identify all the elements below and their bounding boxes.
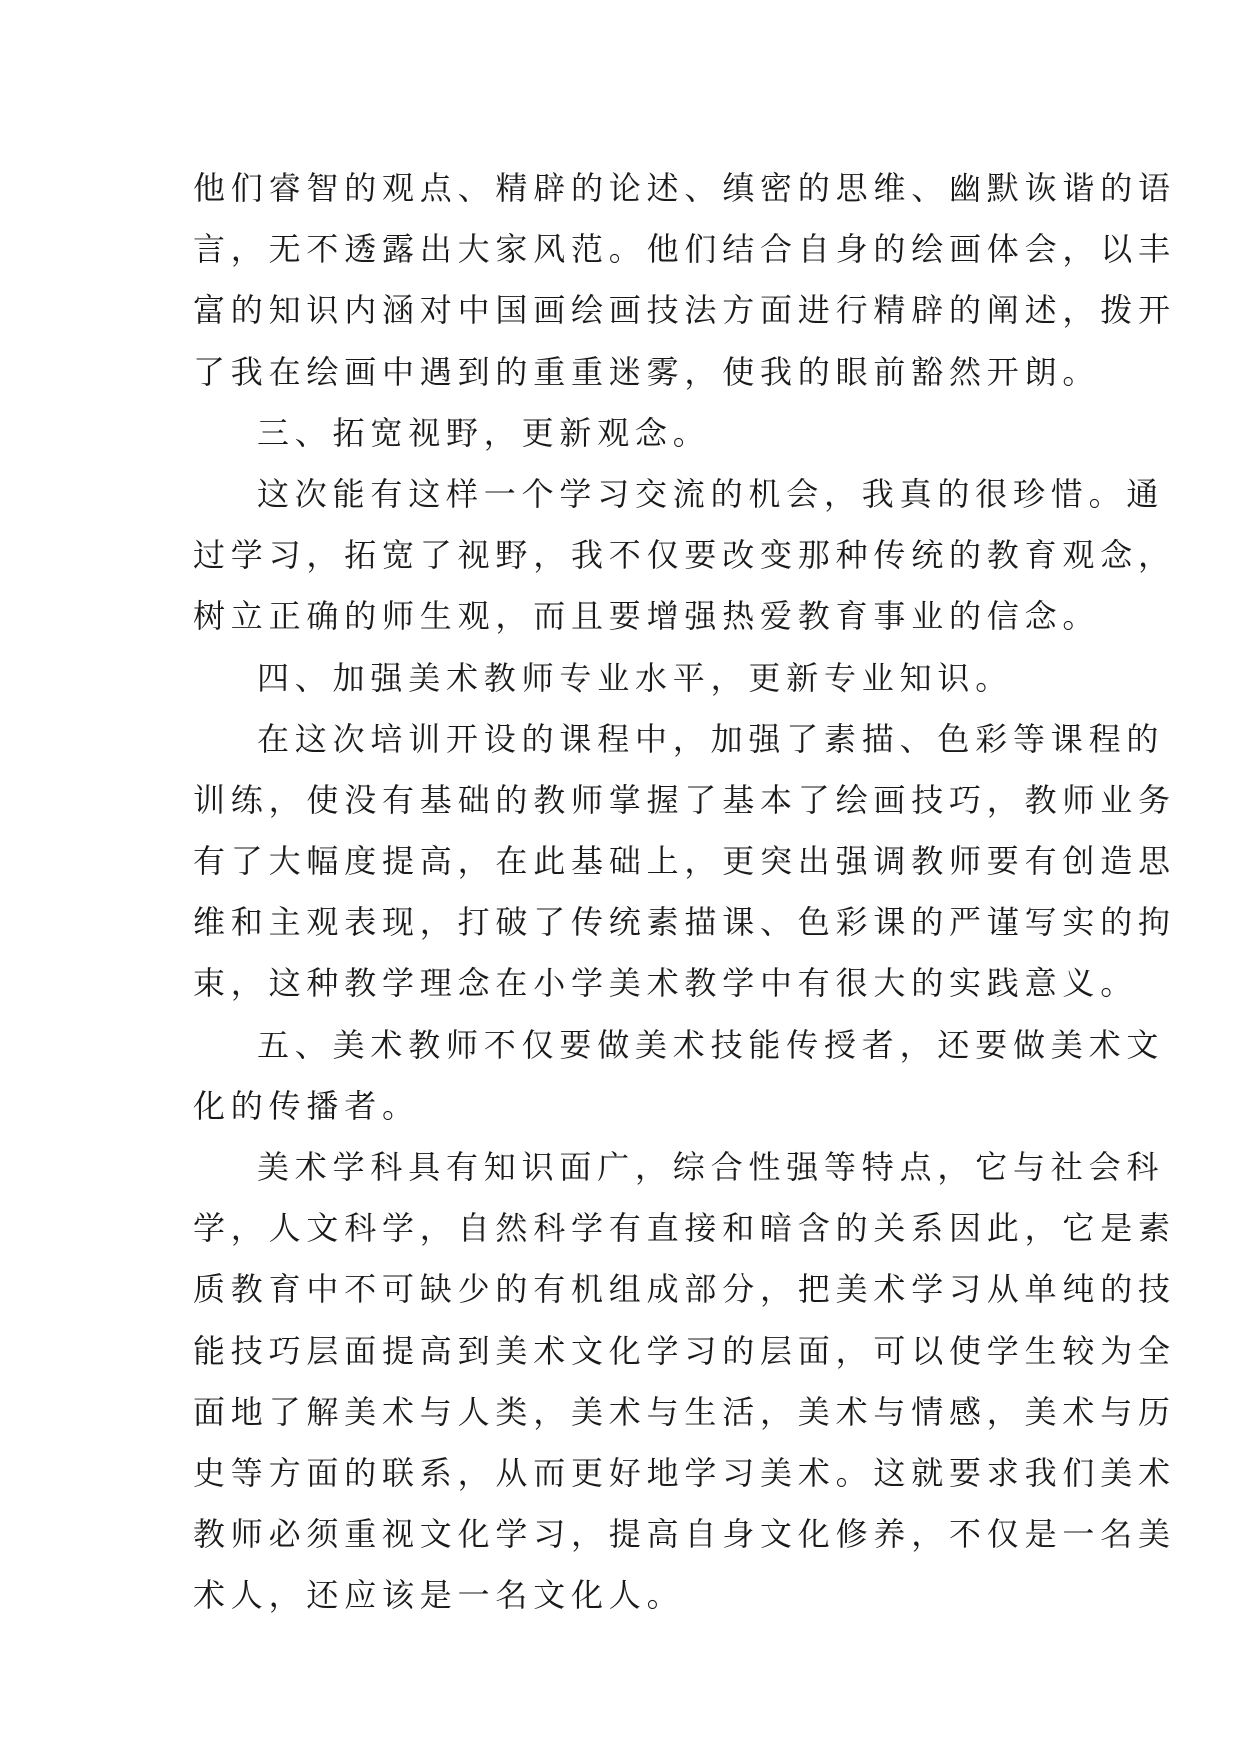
section-heading-4: 四、加强美术教师专业水平，更新专业知识。 <box>257 658 1014 697</box>
text-line-13: 维和主观表现，打破了传统素描课、色彩课的严谨写实的拘 <box>193 903 1176 942</box>
text-line-4: 了我在绘画中遇到的重重迷雾，使我的眼前豁然开朗。 <box>193 352 1101 391</box>
text-line-16: 化的传播者。 <box>193 1086 420 1125</box>
text-line-7: 过学习，拓宽了视野，我不仅要改变那种传统的教育观念， <box>193 536 1176 575</box>
section-heading-3: 三、拓宽视野，更新观念。 <box>257 413 711 452</box>
text-line-8: 树立正确的师生观，而且要增强热爱教育事业的信念。 <box>193 597 1101 636</box>
text-line-6: 这次能有这样一个学习交流的机会，我真的很珍惜。通 <box>257 474 1165 513</box>
text-line-20: 能技巧层面提高到美术文化学习的层面，可以使学生较为全 <box>193 1331 1176 1370</box>
text-line-19: 质教育中不可缺少的有机组成部分，把美术学习从单纯的技 <box>193 1270 1176 1309</box>
text-line-23: 教师必须重视文化学习，提高自身文化修养，不仅是一名美 <box>193 1515 1176 1554</box>
text-line-10: 在这次培训开设的课程中，加强了素描、色彩等课程的 <box>257 719 1165 758</box>
text-line-17: 美术学科具有知识面广，综合性强等特点，它与社会科 <box>257 1148 1165 1186</box>
text-line-2: 言，无不透露出大家风范。他们结合自身的绘画体会，以丰 <box>193 230 1176 269</box>
document-body <box>193 158 1176 1627</box>
text-line-11: 训练，使没有基础的教师掌握了基本了绘画技巧，教师业务 <box>193 780 1176 819</box>
text-line-24: 术人，还应该是一名文化人。 <box>193 1576 685 1615</box>
text-line-1: 他们睿智的观点、精辟的论述、缜密的思维、幽默诙谐的语 <box>193 169 1176 207</box>
text-line-18: 学，人文科学，自然科学有直接和暗含的关系因此，它是素 <box>193 1209 1176 1248</box>
text-line-14: 束，这种教学理念在小学美术教学中有很大的实践意义。 <box>193 964 1139 1003</box>
text-line-12: 有了大幅度提高，在此基础上，更突出强调教师要有创造思 <box>193 842 1176 881</box>
section-heading-5: 五、美术教师不仅要做美术技能传授者，还要做美术文 <box>257 1025 1165 1064</box>
text-line-22: 史等方面的联系，从而更好地学习美术。这就要求我们美术 <box>193 1453 1176 1492</box>
text-line-3: 富的知识内涵对中国画绘画技法方面进行精辟的阐述，拨开 <box>193 291 1176 330</box>
text-line-21: 面地了解美术与人类，美术与生活，美术与情感，美术与历 <box>193 1392 1176 1431</box>
